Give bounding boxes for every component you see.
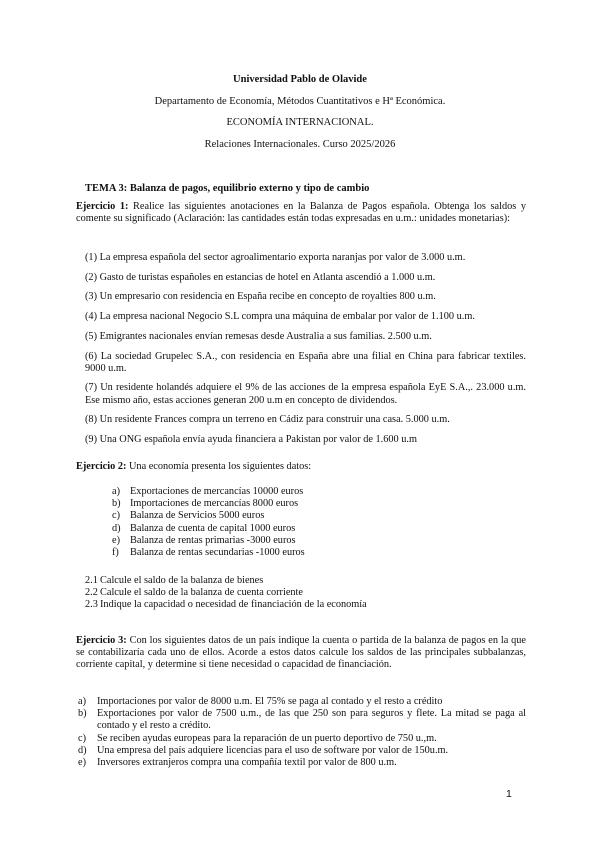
list-item: [78, 733, 526, 745]
exercise-1-label: Ejercicio 1:: [76, 201, 129, 212]
exercise-3-label: Ejercicio 3:: [76, 635, 127, 646]
item-marker: b): [78, 708, 87, 720]
university-title: Universidad Pablo de Olavide: [233, 74, 367, 85]
item-text: Importaciones por valor de 8000 u.m. El 75% se paga al contado y el resto a crédito: [97, 696, 443, 707]
list-item: (4) La empresa nacional Negocio S.L compra una máquina de embalar por valor de 1.100 u.m.: [85, 311, 475, 323]
list-item: [112, 510, 512, 522]
list-item: [78, 745, 526, 757]
exercise-1-list: [85, 252, 526, 446]
item-marker: f): [112, 547, 119, 559]
item-marker: 2.3: [85, 599, 98, 611]
list-item: [85, 587, 505, 599]
list-item: (2) Gasto de turistas españoles en estancias de hotel en Atlanta ascendió a 1.000 u.m.: [85, 271, 436, 283]
item-marker: e): [112, 534, 120, 546]
item-marker: e): [78, 757, 86, 769]
exercise-3-list: [78, 696, 526, 769]
list-item: [112, 523, 512, 535]
course-title: ECONOMÍA INTERNACIONAL.: [226, 117, 374, 128]
item-text: Exportaciones por valor de 7500 u.m., de las que 250 son para seguros y flete. La mitad se paga al contado y el resto a crédito.: [97, 708, 526, 732]
list-item: [112, 547, 512, 559]
item-text: Calcule el saldo de la balanza de cuenta corriente: [100, 587, 303, 599]
list-item: [85, 575, 505, 587]
exercise-3-statement: [76, 635, 526, 672]
list-item: [112, 498, 512, 510]
item-text: Se reciben ayudas europeas para la reparación de un puerto deportivo de 750 u.,m.: [97, 732, 437, 744]
item-marker: 2.1: [85, 575, 98, 586]
exercise-2-text: Una economía presenta los siguientes datos:: [126, 461, 312, 472]
list-item: [112, 486, 512, 498]
exercise-3-text: Con los siguientes datos de un país indique la cuenta o partida de la balanza de pagos en la que se contabilizaría cada uno de ellos. Acorde a estos datos calcule los saldos de las principales subbalanzas, corriente capital, y determine si tiene necesidad o capacidad de financiación.: [76, 635, 526, 671]
list-item: (7) Un residente holandés adquiere el 9% de las acciones de la empresa española EyE S.A.,. 23.000 u.m. Ese mismo año, estas acciones generan 200 u.m en concepto de dividendos.: [85, 382, 526, 406]
list-item: (3) Un empresario con residencia en España recibe en concepto de royalties 800 u.m.: [85, 291, 436, 303]
list-item: (9) Una ONG española envía ayuda financiera a Pakistan por valor de 1.600 u.m: [85, 434, 417, 446]
exercise-1-statement: [76, 201, 526, 225]
item-marker: d): [112, 522, 121, 534]
exercise-2-label: Ejercicio 2:: [76, 461, 127, 472]
item-text: Inversores extranjeros compra una compañía textil por valor de 800 u.m.: [97, 757, 397, 769]
item-text: Importaciones de mercancías 8000 euros: [130, 498, 299, 510]
item-marker: a): [112, 486, 120, 497]
item-text: Balanza de cuenta de capital 1000 euros: [130, 522, 296, 534]
item-marker: a): [78, 696, 86, 707]
list-item: (1) La empresa española del sector agroalimentario exporta naranjas por valor de 3.000 u.m.: [85, 252, 466, 263]
item-text: Exportaciones de mercancías 10000 euros: [130, 486, 304, 497]
list-item: [78, 757, 526, 769]
degree-line: Relaciones Internacionales. Curso 2025/2026: [204, 139, 396, 150]
item-marker: b): [112, 498, 121, 510]
item-text: Una empresa del país adquiere licencias para el uso de software por valor de 150u.m.: [97, 744, 449, 756]
item-text: Balanza de rentas secundarias -1000 euros: [130, 547, 305, 559]
list-item: (8) Un residente Frances compra un terreno en Cádiz para construir una casa. 5.000 u.m.: [85, 414, 450, 426]
topic-title: TEMA 3: Balanza de pagos, equilibrio externo y tipo de cambio: [85, 183, 370, 194]
item-marker: c): [78, 732, 86, 744]
exercise-2-questions: [85, 575, 505, 612]
list-item: (5) Emigrantes nacionales envían remesas desde Australia a sus familias. 2.500 u.m.: [85, 330, 432, 342]
page-number: 1: [506, 788, 512, 800]
list-item: [78, 696, 526, 708]
item-marker: 2.2: [85, 587, 98, 599]
exercise-1-text: Realice las siguientes anotaciones en la Balanza de Pagos española. Obtenga los saldos y comente su significado (Aclaración: las cantidades están todas expresadas en u.m.: unidades monetarias):: [76, 201, 526, 225]
item-marker: c): [112, 510, 120, 522]
item-marker: d): [78, 744, 87, 756]
item-text: Balanza de Servicios 5000 euros: [130, 510, 265, 522]
item-text: Balanza de rentas primarias -3000 euros: [130, 534, 296, 546]
list-item: (6) La sociedad Grupelec S.A., con residencia en España abre una filial en China para fabricar textiles. 9000 u.m.: [85, 350, 526, 374]
department-line: Departamento de Economía, Métodos Cuantitativos e Hª Económica.: [154, 96, 446, 107]
list-item: [85, 599, 505, 611]
list-item: [78, 708, 526, 732]
exercise-2-data-list: [112, 486, 512, 559]
list-item: [112, 535, 512, 547]
item-text: Indique la capacidad o necesidad de financiación de la economía: [100, 599, 367, 611]
exercise-2-statement: [76, 461, 526, 473]
item-text: Calcule el saldo de la balanza de bienes: [100, 575, 264, 586]
